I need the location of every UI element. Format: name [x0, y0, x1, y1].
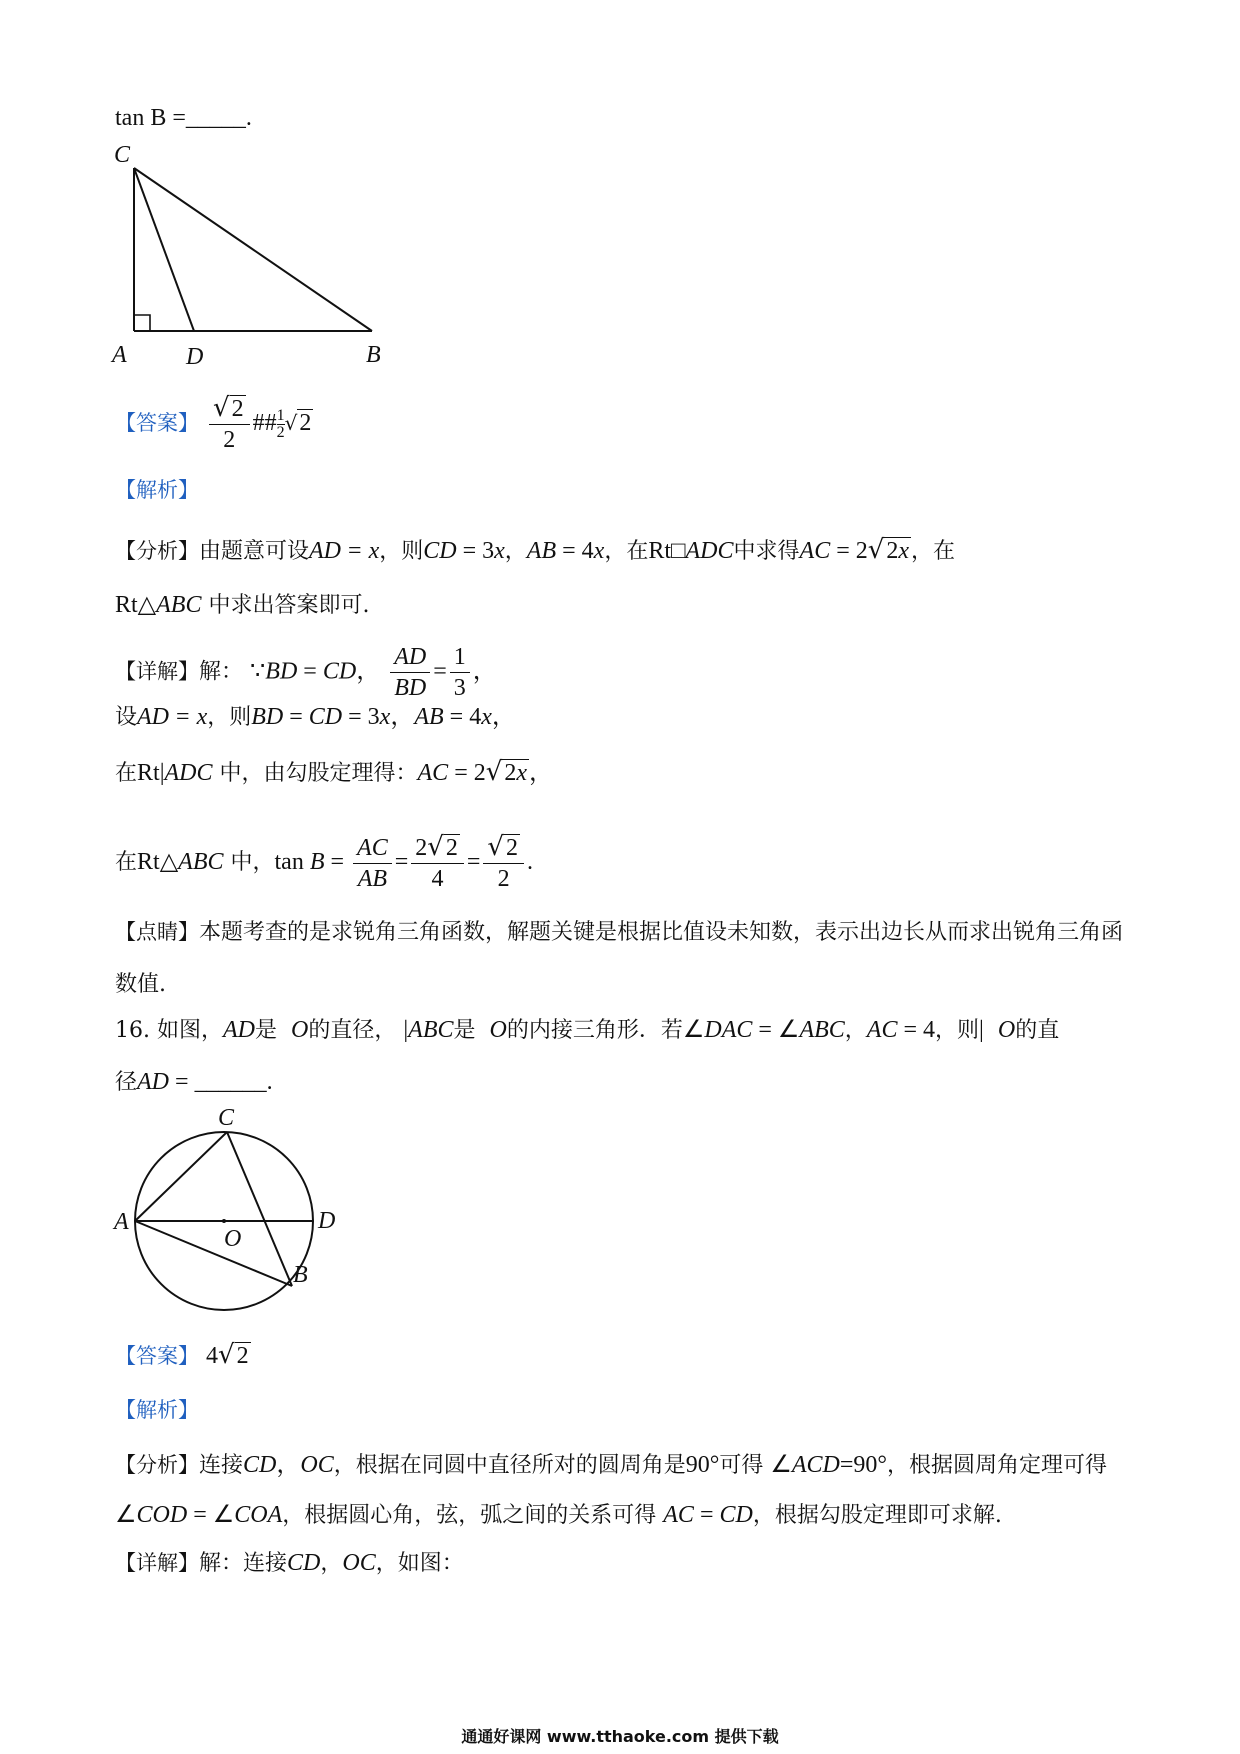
text: 中，	[230, 850, 275, 875]
q15-fenxi-line2: Rt△ABC 中求出答案即可.	[115, 592, 370, 618]
q15-xiangjie-line3: 在Rt|ADC 中，由勾股定理得：AC = 2√2x，	[115, 757, 553, 787]
ratio-fraction: $\frac{AD}{BD}$	[390, 642, 430, 703]
text: 设	[115, 705, 138, 730]
text: 由题意可设	[199, 539, 310, 564]
circle-figure	[100, 1100, 360, 1330]
segment-cb	[134, 168, 372, 331]
answer-sqrt: √2	[284, 410, 312, 436]
answer-separator: ##	[252, 410, 277, 436]
q15-dianjing-line1	[115, 917, 1123, 948]
answer-fraction: $\frac{√2}{2}$	[209, 393, 250, 455]
text: 中求出答案即可.	[208, 593, 370, 618]
q16-fenxi-line1: 【分析】连接CD，OC，根据在同圆中直径所对的圆周角是90°可得 ∠ACD=90°，根据圆周角定理可得	[115, 1452, 1108, 1478]
q16-fenxi-line2: ∠COD = ∠COA，根据圆心角，弦，弧之间的关系可得 AC = CD，根据勾股定理即可求解.	[115, 1502, 1002, 1528]
two-root-two-over-four: $\frac{2√2}{4}$	[411, 832, 464, 894]
q15-xiangjie-line1: 【详解】解： ∵BD = CD， $\frac{AD}{BD}$ = $\frac{1}{3}$ ，	[115, 644, 497, 701]
xiangjie-tag: 【详解】	[115, 659, 199, 684]
q15-dianjing-line2: 数值.	[115, 972, 166, 997]
text: 径	[115, 1070, 138, 1095]
answer-blank: ______	[194, 1069, 267, 1095]
text: 的内接三角形．若	[506, 1018, 683, 1043]
label-d: D	[318, 1208, 336, 1234]
text: ，在	[604, 539, 649, 564]
label-c: C	[114, 142, 131, 168]
text: 本题考查的是求锐角三角函数，解题关键是根据比值设未知数，表示出边长从而求出锐角三角函	[199, 920, 1124, 945]
text: ，根据圆周角定理可得	[887, 1453, 1108, 1478]
answer-tag: 【答案】	[115, 1344, 199, 1368]
label-o: O	[224, 1226, 242, 1252]
fenxi-tag: 【分析】	[115, 1453, 199, 1477]
text: ，在	[910, 539, 955, 564]
text: ，	[504, 539, 527, 564]
text: 连接	[199, 1453, 244, 1478]
ac-over-ab: $\frac{AC}{AB}$	[353, 833, 392, 894]
right-angle-mark	[134, 315, 150, 331]
answer-blank: _____	[185, 105, 246, 131]
answer-value: 4√2	[206, 1340, 249, 1370]
text: 在	[115, 850, 138, 875]
text: ，根据圆心角，弦，弧之间的关系可得	[282, 1503, 657, 1528]
fenxi-tag: 【分析】	[115, 539, 199, 563]
q15-tanb-line	[115, 103, 252, 134]
text: 可得	[719, 1453, 764, 1478]
text: 中求得	[733, 539, 800, 564]
question-number: 16. 如图，	[115, 1018, 223, 1043]
page-footer: 通通好课网 www.tthaoke.com 提供下载	[461, 1727, 779, 1746]
q16-answer-line	[115, 1340, 251, 1372]
q15-answer-line	[115, 393, 313, 455]
text: 的直径，	[308, 1018, 397, 1043]
text: 的直	[1015, 1018, 1060, 1043]
text: ，根据勾股定理即可求解.	[752, 1503, 1002, 1528]
q16-question-line2: 径AD = ______.	[115, 1069, 273, 1095]
q16-question-line1: 16. 如图，AD是 O的直径， |ABC是 O的内接三角形．若∠DAC = ∠ABC，AC = 4，则| O的直	[115, 1017, 1060, 1043]
text: ，	[844, 1018, 867, 1043]
xiangjie-tag: 【详解】	[115, 1551, 199, 1575]
text: 中，由勾股定理得：	[219, 761, 418, 786]
period: .	[266, 1069, 273, 1095]
period: .	[245, 105, 252, 131]
one-third: $\frac{1}{3}$	[450, 642, 470, 703]
q15-fenxi-line1: 【分析】由题意可设AD = x，则CD = 3x，AB = 4x，在Rt□ADC中求得AC = 2√2x，在	[115, 535, 955, 565]
root-two-over-two: $\frac{√2}{2}$	[483, 832, 524, 894]
tanb-expression: tan B =	[115, 105, 186, 131]
answer-tag: 【答案】	[115, 411, 199, 435]
label-a: A	[112, 342, 127, 368]
text: 解：连接	[199, 1551, 288, 1576]
label-c: C	[218, 1105, 235, 1131]
text: ，	[320, 1551, 343, 1576]
label-b: B	[293, 1262, 308, 1288]
text: ，则	[935, 1018, 980, 1043]
q15-analysis-tag: 【解析】	[115, 478, 199, 502]
q15-xiangjie-line2: 设AD = x，则BD = CD = 3x，AB = 4x，	[115, 704, 516, 730]
text: 在	[115, 761, 138, 786]
text: 是	[254, 1018, 277, 1043]
text: ，则	[207, 705, 252, 730]
dianjing-tag: 【点睛】	[115, 920, 199, 944]
label-d: D	[186, 344, 204, 370]
text: 解：	[199, 659, 244, 685]
text: ，则	[379, 539, 424, 564]
answer-small-fraction: $\frac{1}{2}$	[276, 406, 285, 441]
triangle-figure	[100, 140, 400, 370]
q15-xiangjie-line4: 在Rt△ABC 中，tan B = $\frac{AC}{AB}$ = $\frac{2√2}{4}$ = $\frac{√2}{2}$ .	[115, 832, 533, 892]
segment-cd	[134, 168, 194, 331]
segment-ac	[135, 1132, 227, 1221]
text: ，根据在同圆中直径所对的圆周角是	[333, 1453, 686, 1478]
label-b: B	[366, 342, 381, 368]
text: ，如图：	[375, 1551, 464, 1576]
q16-xiangjie-line1: 【详解】解：连接CD，OC，如图：	[115, 1550, 464, 1576]
text: 是	[453, 1018, 476, 1043]
center-point	[222, 1219, 226, 1223]
label-a: A	[114, 1209, 129, 1235]
q16-analysis-tag: 【解析】	[115, 1398, 199, 1422]
